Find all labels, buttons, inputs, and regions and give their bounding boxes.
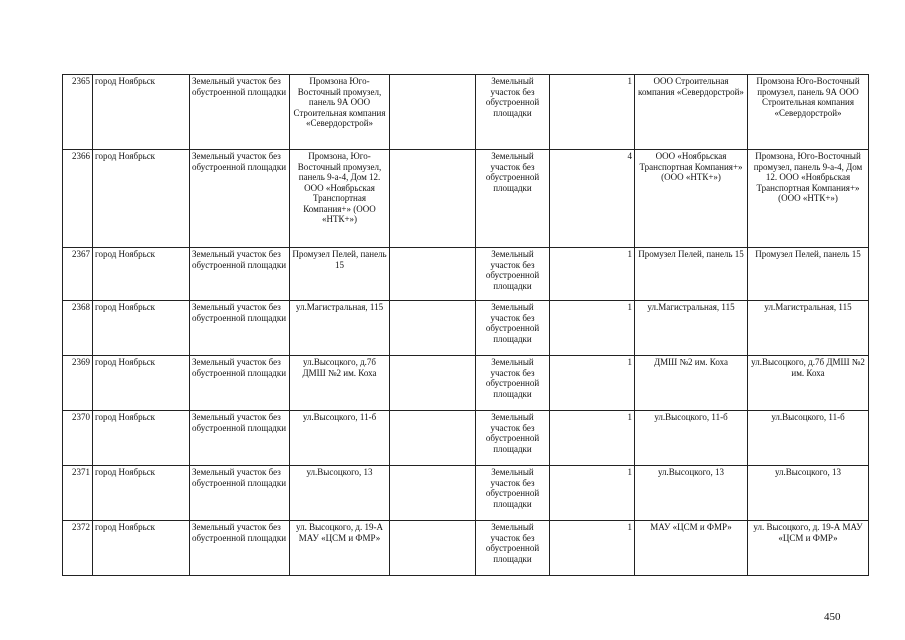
cell-city: город Ноябрьск [93, 411, 190, 466]
page-number: 450 [824, 611, 841, 623]
cell-address: Промзона Юго-Восточный промузел, панель 9А ООО Строительная компания «Севердорстрой» [748, 75, 869, 150]
cell-owner: ООО «Ноябрьская Транспортная Компания+» (ООО «НТК+») [635, 150, 748, 248]
cell-city: город Ноябрьск [93, 356, 190, 411]
cell-kind: Земельный участок без обустроенной площадки [476, 411, 550, 466]
cell-empty [390, 75, 476, 150]
cell-address: ул.Высоцкого, д.7б ДМШ №2 им. Коха [748, 356, 869, 411]
cell-address: Промзона, Юго-Восточный промузел, панель 9-а-4, Дом 12. ООО «Ноябрьская Транспортная Компания+» (ООО «НТК+») [748, 150, 869, 248]
cell-quantity: 1 [550, 466, 635, 521]
cell-location: ул.Высоцкого, д.7б ДМШ №2 им. Коха [290, 356, 390, 411]
cell-owner: ДМШ №2 им. Коха [635, 356, 748, 411]
cell-quantity: 1 [550, 411, 635, 466]
cell-city: город Ноябрьск [93, 301, 190, 356]
cell-quantity: 4 [550, 150, 635, 248]
cell-object-type: Земельный участок без обустроенной площадки [190, 411, 290, 466]
cell-location: ул.Высоцкого, 11-б [290, 411, 390, 466]
table-row [63, 301, 869, 356]
cell-location: Промзона, Юго-Восточный промузел, панель 9-а-4, Дом 12. ООО «Ноябрьская Транспортная Компания+» (ООО «НТК+») [290, 150, 390, 248]
cell-location: ул.Высоцкого, 13 [290, 466, 390, 521]
cell-city: город Ноябрьск [93, 248, 190, 301]
cell-empty [390, 356, 476, 411]
cell-location: Промузел Пелей, панель 15 [290, 248, 390, 301]
cell-address: ул.Высоцкого, 13 [748, 466, 869, 521]
cell-number: 2368 [63, 301, 93, 356]
cell-kind: Земельный участок без обустроенной площадки [476, 150, 550, 248]
cell-number: 2365 [63, 75, 93, 150]
cell-empty [390, 301, 476, 356]
cell-kind: Земельный участок без обустроенной площадки [476, 75, 550, 150]
cell-address: ул. Высоцкого, д. 19-А МАУ «ЦСМ и ФМР» [748, 521, 869, 576]
cell-quantity: 1 [550, 356, 635, 411]
cell-number: 2366 [63, 150, 93, 248]
cell-location: ул. Высоцкого, д. 19-А МАУ «ЦСМ и ФМР» [290, 521, 390, 576]
cell-kind: Земельный участок без обустроенной площадки [476, 521, 550, 576]
cell-owner: ул.Высоцкого, 11-б [635, 411, 748, 466]
cell-empty [390, 521, 476, 576]
cell-quantity: 1 [550, 75, 635, 150]
cell-city: город Ноябрьск [93, 75, 190, 150]
cell-location: Промзона Юго-Восточный промузел, панель 9А ООО Строительная компания «Севердорстрой» [290, 75, 390, 150]
table-row [63, 521, 869, 576]
cell-empty [390, 466, 476, 521]
cell-kind: Земельный участок без обустроенной площадки [476, 248, 550, 301]
cell-quantity: 1 [550, 248, 635, 301]
cell-empty [390, 248, 476, 301]
cell-kind: Земельный участок без обустроенной площадки [476, 356, 550, 411]
cell-address: ул.Высоцкого, 11-б [748, 411, 869, 466]
table-row [63, 75, 869, 150]
cell-number: 2370 [63, 411, 93, 466]
cell-owner: Промузел Пелей, панель 15 [635, 248, 748, 301]
table-row [63, 356, 869, 411]
cell-city: город Ноябрьск [93, 521, 190, 576]
cell-owner: МАУ «ЦСМ и ФМР» [635, 521, 748, 576]
table-body [63, 75, 869, 576]
cell-location: ул.Магистральная, 115 [290, 301, 390, 356]
cell-empty [390, 150, 476, 248]
cell-object-type: Земельный участок без обустроенной площадки [190, 75, 290, 150]
table-row [63, 248, 869, 301]
table-row [63, 150, 869, 248]
cell-number: 2371 [63, 466, 93, 521]
cell-number: 2369 [63, 356, 93, 411]
table-row [63, 466, 869, 521]
cell-object-type: Земельный участок без обустроенной площадки [190, 356, 290, 411]
registry-table [62, 74, 869, 576]
cell-kind: Земельный участок без обустроенной площадки [476, 466, 550, 521]
table-row [63, 411, 869, 466]
cell-object-type: Земельный участок без обустроенной площадки [190, 466, 290, 521]
cell-owner: ул.Магистральная, 115 [635, 301, 748, 356]
cell-quantity: 1 [550, 301, 635, 356]
cell-address: Промузел Пелей, панель 15 [748, 248, 869, 301]
cell-owner: ул.Высоцкого, 13 [635, 466, 748, 521]
cell-quantity: 1 [550, 521, 635, 576]
cell-kind: Земельный участок без обустроенной площадки [476, 301, 550, 356]
cell-empty [390, 411, 476, 466]
cell-owner: ООО Строительная компания «Севердорстрой» [635, 75, 748, 150]
cell-number: 2367 [63, 248, 93, 301]
cell-city: город Ноябрьск [93, 150, 190, 248]
cell-object-type: Земельный участок без обустроенной площадки [190, 150, 290, 248]
cell-number: 2372 [63, 521, 93, 576]
cell-address: ул.Магистральная, 115 [748, 301, 869, 356]
cell-object-type: Земельный участок без обустроенной площадки [190, 248, 290, 301]
cell-object-type: Земельный участок без обустроенной площадки [190, 521, 290, 576]
cell-object-type: Земельный участок без обустроенной площадки [190, 301, 290, 356]
cell-city: город Ноябрьск [93, 466, 190, 521]
